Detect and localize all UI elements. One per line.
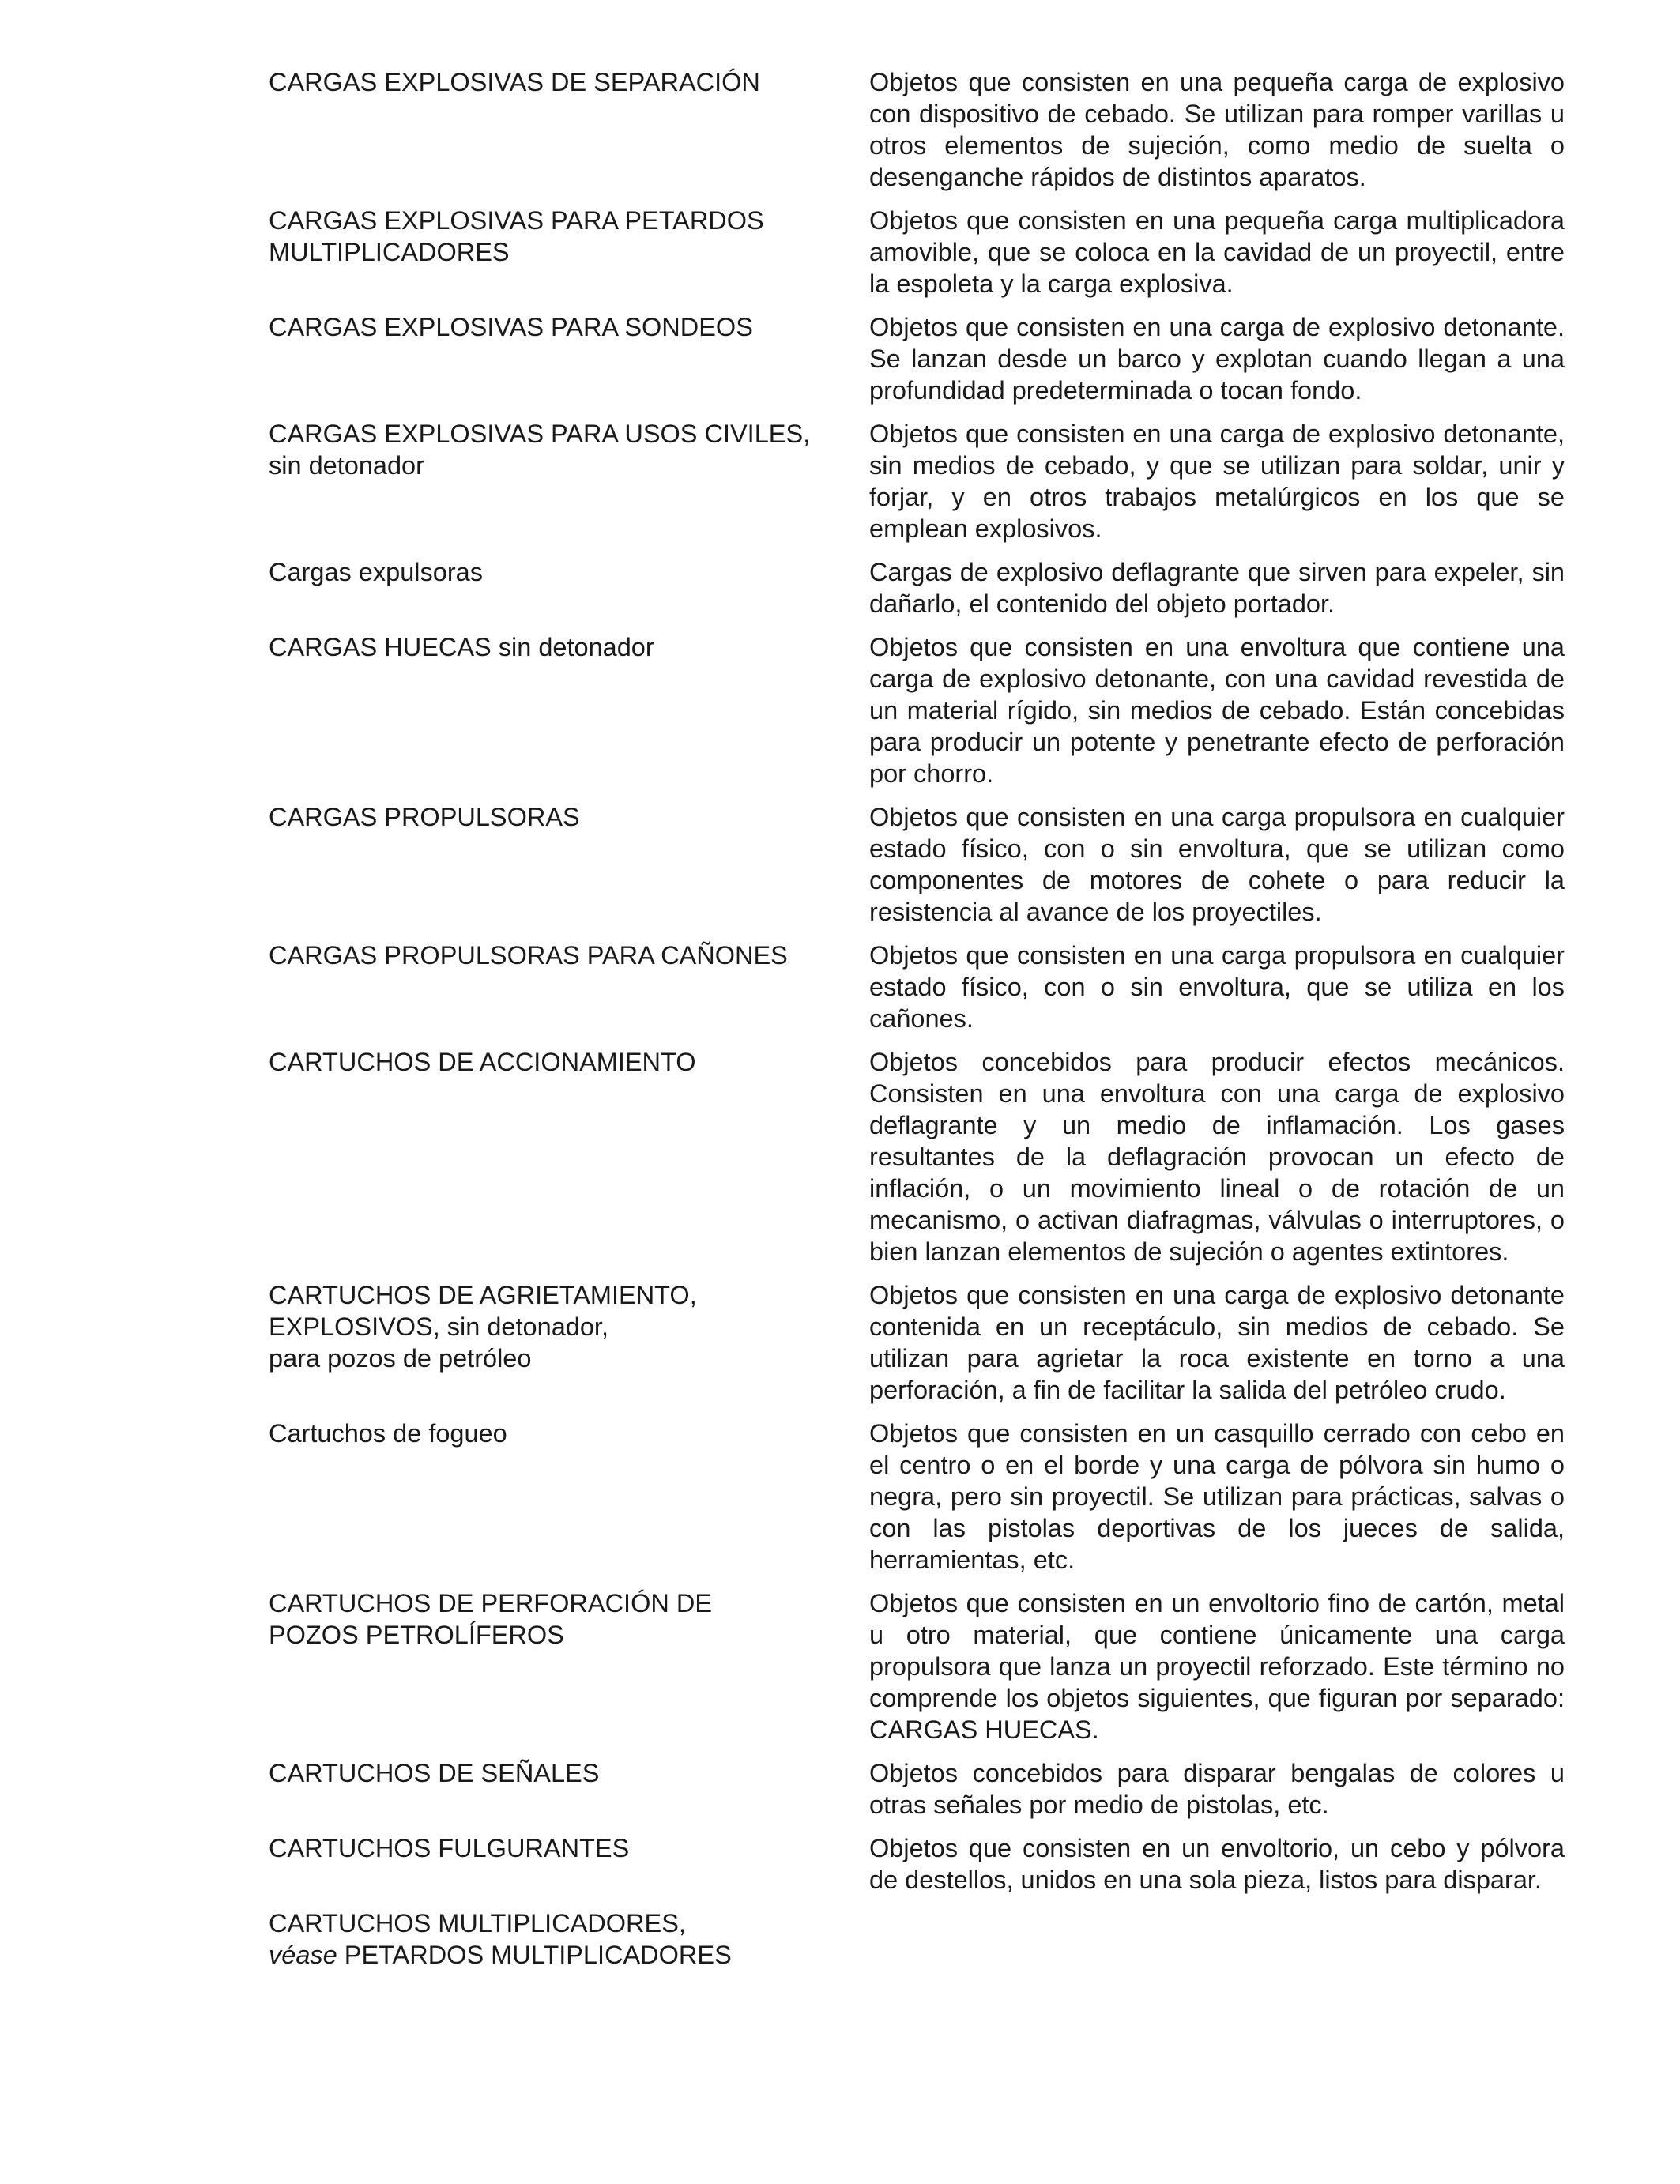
entry-term-line — [269, 1587, 838, 1619]
glossary-entry — [269, 311, 1565, 406]
entry-definition: Objetos que consisten en un envoltorio fino de cartón, metal u otro material, que contiene únicamente una carga propulsora que lanza un proyectil reforzado. Este término no comprende los objetos siguientes, que figuran por separado: CARGAS HUECAS. — [869, 1589, 1565, 1744]
glossary-entry — [269, 1587, 1565, 1745]
entry-definition: Objetos que consisten en una envoltura que contiene una carga de explosivo detonante, con una cavidad revestida de un material rígido, sin medios de cebado. Están concebidas para producir un potente y penetrante efecto de perforación por chorro. — [869, 633, 1565, 788]
entry-term-text: CARTUCHOS DE ACCIONAMIENTO — [269, 1048, 696, 1076]
entry-term-line — [269, 450, 838, 481]
entry-definition: Objetos que consisten en una carga propulsora en cualquier estado físico, con o sin envoltura, que se utilizan como componentes de motores de cohete o para reducir la resistencia al avance de los proyectiles. — [869, 803, 1565, 926]
entry-definition: Objetos que consisten en una carga de explosivo detonante. Se lanzan desde un barco y explotan cuando llegan a una profundidad predeterminada o tocan fondo. — [869, 313, 1565, 405]
entry-definition: Objetos concebidos para producir efectos mecánicos. Consisten en una envoltura con una carga de explosivo deflagrante y un medio de inflamación. Los gases resultantes de la deflagración provocan un efecto de inflación, o un movimiento lineal o de rotación de un mecanismo, o activan diafragmas, válvulas o interruptores, o bien lanzan elementos de sujeción o agentes extintores. — [869, 1048, 1565, 1266]
entry-term-line — [269, 1757, 838, 1789]
glossary-entry — [269, 556, 1565, 619]
glossary-entry — [269, 1757, 1565, 1821]
entry-term — [269, 311, 869, 343]
entry-definition: Objetos que consisten en una pequeña carga multiplicadora amovible, que se coloca en la cavidad de un proyectil, entre la espoleta y la carga explosiva. — [869, 206, 1565, 298]
entry-term-text: POZOS PETROLÍFEROS — [269, 1621, 564, 1649]
entry-term — [269, 1587, 869, 1651]
entry-term-line — [269, 1907, 838, 1939]
entry-term — [269, 631, 869, 663]
entry-term-text: CARGAS PROPULSORAS PARA CAÑONES — [269, 941, 788, 970]
entry-term — [269, 1832, 869, 1864]
glossary-entry — [269, 1418, 1565, 1576]
cross-reference-word: véase — [269, 1941, 337, 1969]
entry-term-text: MULTIPLICADORES — [269, 238, 510, 266]
entry-definition: Objetos que consisten en un envoltorio, un cebo y pólvora de destellos, unidos en una sola pieza, listos para disparar. — [869, 1834, 1565, 1894]
entry-term-line — [269, 1311, 838, 1342]
entry-term-line — [269, 1046, 838, 1078]
entry-term-line — [269, 801, 838, 833]
entry-definition: Cargas de explosivo deflagrante que sirven para expeler, sin dañarlo, el contenido del objeto portador. — [869, 558, 1565, 618]
entry-term-line — [269, 1418, 838, 1449]
entry-definition: Objetos que consisten en una carga de explosivo detonante contenida en un receptáculo, sin medios de cebado. Se utilizan para agrietar la roca existente en torno a una perforación, a fin de facilitar la salida del petróleo crudo. — [869, 1281, 1565, 1404]
entry-term-line — [269, 939, 838, 971]
entry-term-text: para pozos de petróleo — [269, 1344, 532, 1373]
entry-term-text: sin detonador — [269, 451, 424, 480]
entry-term — [269, 205, 869, 268]
entry-term-text: CARGAS EXPLOSIVAS PARA USOS CIVILES, — [269, 420, 811, 448]
entry-term-text: Cartuchos de fogueo — [269, 1419, 507, 1448]
entry-term-line — [269, 236, 838, 268]
entry-term-line — [269, 311, 838, 343]
entry-definition: Objetos que consisten en un casquillo cerrado con cebo en el centro o en el borde y una carga de pólvora sin humo o negra, pero sin proyectil. Se utilizan para prácticas, salvas o con las pistolas deportivas de los jueces de salida, herramientas, etc. — [869, 1419, 1565, 1574]
entry-term-line — [269, 1619, 838, 1651]
entry-definition: Objetos que consisten en una carga de explosivo detonante, sin medios de cebado, y que se utilizan para soldar, unir y forjar, y en otros trabajos metalúrgicos en los que se emplean explosivos. — [869, 420, 1565, 543]
entry-term-text: CARGAS EXPLOSIVAS PARA PETARDOS — [269, 206, 764, 235]
glossary-entry — [269, 631, 1565, 789]
entry-term — [269, 418, 869, 481]
glossary-entry — [269, 1907, 1565, 1971]
entry-term-text: PETARDOS MULTIPLICADORES — [337, 1941, 732, 1969]
entry-term — [269, 939, 869, 971]
entry-term-line — [269, 1832, 838, 1864]
entry-term — [269, 556, 869, 588]
entry-term-text: CARGAS HUECAS sin detonador — [269, 633, 654, 661]
entry-term — [269, 1757, 869, 1789]
entry-term-line — [269, 556, 838, 588]
entry-term-text: EXPLOSIVOS, sin detonador, — [269, 1312, 608, 1341]
entry-term-text: CARTUCHOS DE SEÑALES — [269, 1759, 600, 1787]
entry-term — [269, 1418, 869, 1449]
glossary-entry — [269, 1279, 1565, 1406]
entry-term — [269, 1279, 869, 1374]
glossary-entry — [269, 205, 1565, 299]
glossary-entry — [269, 801, 1565, 928]
entry-term-text: CARGAS PROPULSORAS — [269, 803, 580, 831]
entry-term — [269, 801, 869, 833]
entry-term-line — [269, 418, 838, 450]
entry-term-line — [269, 1939, 838, 1971]
entry-term-line — [269, 66, 838, 98]
entry-term — [269, 1046, 869, 1078]
entry-definition: Objetos concebidos para disparar bengalas de colores u otras señales por medio de pistolas, etc. — [869, 1759, 1565, 1819]
entry-term — [269, 66, 869, 98]
entry-term-text: CARGAS EXPLOSIVAS PARA SONDEOS — [269, 313, 753, 341]
entry-term-text: Cargas expulsoras — [269, 558, 483, 586]
glossary-entry — [269, 66, 1565, 193]
entry-term-text: CARTUCHOS MULTIPLICADORES, — [269, 1909, 686, 1937]
glossary-entry — [269, 1046, 1565, 1267]
entry-term-text: CARTUCHOS DE AGRIETAMIENTO, — [269, 1281, 697, 1309]
entry-term-line — [269, 1342, 838, 1374]
entry-term-text: CARTUCHOS DE PERFORACIÓN DE — [269, 1589, 712, 1617]
entry-definition: Objetos que consisten en una carga propulsora en cualquier estado físico, con o sin envoltura, que se utiliza en los cañones. — [869, 941, 1565, 1033]
glossary-entry — [269, 939, 1565, 1034]
entry-term — [269, 1907, 869, 1971]
entry-definition: Objetos que consisten en una pequeña carga de explosivo con dispositivo de cebado. Se utilizan para romper varillas u otros elementos de sujeción, como medio de suelta o desenganche rápidos de distintos aparatos. — [869, 68, 1565, 191]
glossary-entry — [269, 1832, 1565, 1896]
entry-term-line — [269, 205, 838, 236]
entry-term-line — [269, 1279, 838, 1311]
glossary-entry — [269, 418, 1565, 544]
entry-term-text: CARTUCHOS FULGURANTES — [269, 1834, 630, 1862]
glossary-list — [269, 66, 1565, 1971]
entry-term-text: CARGAS EXPLOSIVAS DE SEPARACIÓN — [269, 68, 760, 96]
entry-term-line — [269, 631, 838, 663]
